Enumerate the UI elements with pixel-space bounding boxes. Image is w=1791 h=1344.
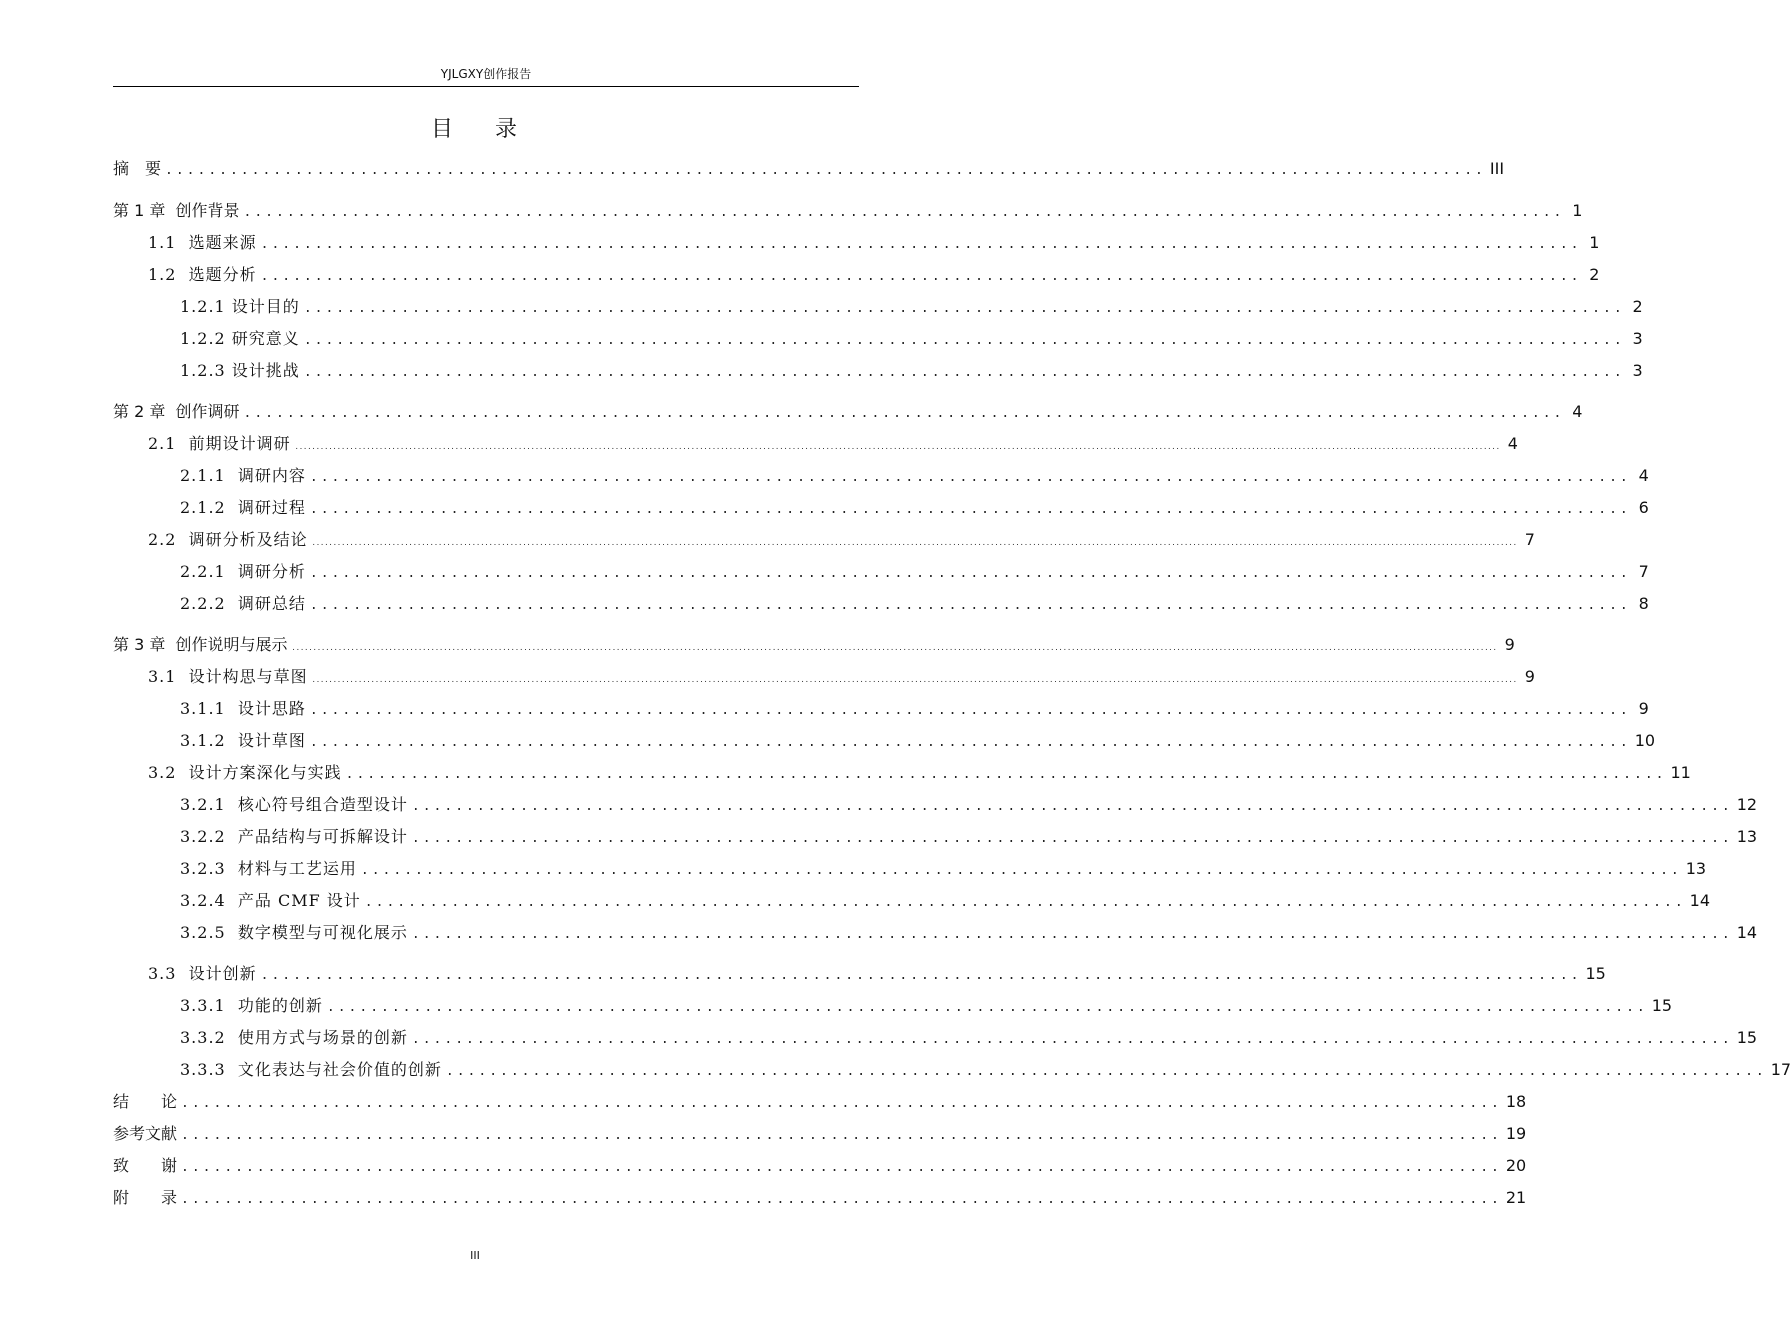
toc-entry-label: 3.2.4 产品 CMF 设计 <box>180 891 361 910</box>
toc-entry-2-1-2[interactable] <box>180 495 1649 521</box>
toc-leader: .......................................................................................................................... <box>243 205 1565 220</box>
toc-leader: .......................................................................................................................... <box>309 735 1631 750</box>
toc-entry-page: 14 <box>1736 923 1758 942</box>
toc-leader: .......................................................................................................................... <box>260 237 1582 252</box>
toc-entry-3-3-1[interactable] <box>180 993 1673 1019</box>
page-number: III <box>470 1249 480 1262</box>
toc-leader: .......................................................................................................................... <box>309 470 1631 485</box>
toc-entry-appendix[interactable] <box>113 1185 1527 1211</box>
toc-entry-label: 3.2.3 材料与工艺运用 <box>180 859 357 878</box>
toc-leader: .......................................................................................................................... <box>303 333 1625 348</box>
toc-entry-page: 4 <box>1638 466 1649 485</box>
toc-leader: .......................................................................................................................... <box>303 301 1625 316</box>
toc-leader: .......................................................................................................................... <box>411 927 1733 942</box>
toc-entry-1-2-2[interactable] <box>180 326 1643 352</box>
toc-entry-3-2-2[interactable] <box>180 824 1758 850</box>
toc-entry-page: 18 <box>1505 1092 1527 1111</box>
toc-entry-page: 10 <box>1634 731 1656 750</box>
toc-entry-page: 2 <box>1589 265 1600 284</box>
toc-entry-abstract[interactable] <box>113 156 1505 182</box>
toc-leader: .......................................................................................................................... <box>309 502 1631 517</box>
toc-entry-3-2[interactable] <box>148 760 1691 786</box>
toc-entry-page: 1 <box>1572 201 1583 220</box>
toc-entry-3-3[interactable] <box>148 961 1606 987</box>
toc-entry-page: 15 <box>1585 964 1606 983</box>
toc-entry-page: III <box>1489 159 1505 178</box>
toc-entry-label: 致 谢 <box>113 1156 178 1175</box>
toc-entry-3-3-2[interactable] <box>180 1025 1758 1051</box>
toc-entry-label: 1.1 选题来源 <box>148 233 257 252</box>
toc-entry-label: 3.3.2 使用方式与场景的创新 <box>180 1028 408 1047</box>
toc-entry-chapter-1[interactable] <box>113 198 1583 224</box>
toc-entry-label: 3.2.2 产品结构与可拆解设计 <box>180 827 408 846</box>
toc-leader: .......................................................................................................................... <box>181 1160 1502 1175</box>
toc-entry-label: 1.2.2 研究意义 <box>180 329 300 348</box>
toc-title-part1: 目 <box>430 117 455 142</box>
toc-entry-label: 2.2.2 调研总结 <box>180 594 306 613</box>
toc-entry-page: 4 <box>1572 402 1583 421</box>
toc-entry-3-2-5[interactable] <box>180 920 1758 946</box>
toc-leader: .......................................................................................................................... <box>309 703 1631 718</box>
toc-entry-page: 17 <box>1770 1060 1791 1079</box>
toc-leader: .......................................................................................................................... <box>303 365 1625 380</box>
toc-entry-chapter-3[interactable] <box>113 632 1515 658</box>
toc-leader: .......................................................................................................................... <box>309 598 1631 613</box>
toc-entry-page: 7 <box>1524 530 1535 549</box>
toc-leader: .......................................................................................................................... <box>243 406 1565 421</box>
toc-entry-chapter-2[interactable] <box>113 399 1583 425</box>
toc-entry-page: 9 <box>1638 699 1649 718</box>
toc-entry-page: 3 <box>1632 329 1643 348</box>
toc-entry-label: 1.2.3 设计挑战 <box>180 361 300 380</box>
toc-entry-references[interactable] <box>113 1121 1527 1147</box>
toc-leader: .......................................................................................................................... <box>326 1000 1648 1015</box>
toc-leader: .......................................................................................................................... <box>181 1096 1502 1111</box>
toc-entry-page: 9 <box>1524 667 1535 686</box>
toc-entry-3-2-4[interactable] <box>180 888 1711 914</box>
toc-title-part2: 录 <box>495 117 520 142</box>
toc-entry-page: 4 <box>1507 434 1518 453</box>
page-header: YJLGXY创作报告 <box>440 67 532 81</box>
toc-entry-page: 14 <box>1689 891 1711 910</box>
toc-entry-label: 3.3 设计创新 <box>148 964 257 983</box>
toc-entry-2-2-1[interactable] <box>180 559 1649 585</box>
toc-entry-page: 11 <box>1670 763 1691 782</box>
toc-entry-label: 第 2 章 创作调研 <box>113 402 240 421</box>
toc-entry-2-2[interactable] <box>148 527 1535 553</box>
toc-leader: .......................................................................................................................... <box>411 799 1733 814</box>
toc-entry-page: 15 <box>1736 1028 1758 1047</box>
toc-entry-label: 结 论 <box>113 1092 178 1111</box>
toc-entry-3-3-3[interactable] <box>180 1057 1791 1083</box>
toc-entry-label: 2.1 前期设计调研 <box>148 434 291 453</box>
toc-leader: .......................................................................................................................... <box>411 831 1733 846</box>
toc-entry-acknowledgements[interactable] <box>113 1153 1527 1179</box>
toc-entry-label: 1.2 选题分析 <box>148 265 257 284</box>
toc-entry-page: 7 <box>1638 562 1649 581</box>
toc-leader: .............................................................................................................................................................................................................................................................................................. <box>311 539 1517 547</box>
toc-leader: .......................................................................................................................... <box>360 863 1682 878</box>
toc-entry-page: 13 <box>1685 859 1707 878</box>
toc-entry-1-2-3[interactable] <box>180 358 1643 384</box>
toc-leader: .......................................................................................................................... <box>165 163 1486 178</box>
toc-entry-label: 3.2.1 核心符号组合造型设计 <box>180 795 408 814</box>
toc-entry-page: 8 <box>1638 594 1649 613</box>
toc-entry-label: 第 3 章 创作说明与展示 <box>113 635 288 654</box>
toc-entry-label: 2.1.2 调研过程 <box>180 498 306 517</box>
toc-entry-label: 参考文献 <box>113 1124 178 1143</box>
toc-entry-label: 2.2.1 调研分析 <box>180 562 306 581</box>
toc-entry-label: 附 录 <box>113 1188 178 1207</box>
toc-entry-3-1-2[interactable] <box>180 728 1656 754</box>
toc-leader: .......................................................................................................................... <box>309 566 1631 581</box>
toc-entry-3-2-3[interactable] <box>180 856 1707 882</box>
toc-leader: .......................................................................................................................... <box>345 767 1667 782</box>
toc-entry-2-2-2[interactable] <box>180 591 1649 617</box>
toc-entry-1-2-1[interactable] <box>180 294 1643 320</box>
toc-entry-label: 3.2 设计方案深化与实践 <box>148 763 342 782</box>
toc-leader: .......................................................................................................................... <box>181 1192 1502 1207</box>
toc-entry-page: 13 <box>1736 827 1758 846</box>
toc-entry-1-2[interactable] <box>148 262 1600 288</box>
toc-entry-page: 21 <box>1505 1188 1527 1207</box>
toc-entry-label: 2.2 调研分析及结论 <box>148 530 308 549</box>
toc-entry-page: 9 <box>1504 635 1515 654</box>
toc-entry-conclusion[interactable] <box>113 1089 1527 1115</box>
toc-entry-page: 12 <box>1736 795 1758 814</box>
toc-leader: .......................................................................................................................... <box>411 1032 1733 1047</box>
toc-entry-label: 3.1 设计构思与草图 <box>148 667 308 686</box>
toc-entry-label: 摘 要 <box>113 159 162 178</box>
toc-entry-label: 3.2.5 数字模型与可视化展示 <box>180 923 408 942</box>
toc-entry-page: 20 <box>1505 1156 1527 1175</box>
toc-entry-3-1[interactable] <box>148 664 1535 690</box>
toc-leader: .............................................................................................................................................................................................................................................................................................. <box>294 443 1500 451</box>
toc-entry-label: 3.1.2 设计草图 <box>180 731 306 750</box>
header-rule <box>113 86 859 87</box>
toc-entry-label: 第 1 章 创作背景 <box>113 201 240 220</box>
toc-entry-3-1-1[interactable] <box>180 696 1649 722</box>
toc-entry-page: 19 <box>1505 1124 1527 1143</box>
toc-leader: .............................................................................................................................................................................................................................................................................................. <box>291 644 1497 652</box>
toc-entry-page: 2 <box>1632 297 1643 316</box>
toc-entry-label: 3.3.3 文化表达与社会价值的创新 <box>180 1060 442 1079</box>
toc-entry-label: 3.3.1 功能的创新 <box>180 996 323 1015</box>
toc-entry-1-1[interactable] <box>148 230 1600 256</box>
toc-leader: .......................................................................................................................... <box>445 1064 1767 1079</box>
toc-leader: .......................................................................................................................... <box>364 895 1686 910</box>
toc-leader: .......................................................................................................................... <box>260 269 1582 284</box>
toc-entry-page: 3 <box>1632 361 1643 380</box>
toc-entry-label: 1.2.1 设计目的 <box>180 297 300 316</box>
toc-entry-label: 3.1.1 设计思路 <box>180 699 306 718</box>
toc-entry-label: 2.1.1 调研内容 <box>180 466 306 485</box>
toc-entry-page: 6 <box>1638 498 1649 517</box>
toc-entry-page: 15 <box>1651 996 1673 1015</box>
toc-title <box>0 114 950 146</box>
toc-entry-2-1[interactable] <box>148 431 1518 457</box>
toc-leader: .......................................................................................................................... <box>181 1128 1502 1143</box>
toc-entry-3-2-1[interactable] <box>180 792 1758 818</box>
toc-leader: .......................................................................................................................... <box>260 968 1582 983</box>
toc-leader: .............................................................................................................................................................................................................................................................................................. <box>311 676 1517 684</box>
toc-entry-2-1-1[interactable] <box>180 463 1649 489</box>
toc-entry-page: 1 <box>1589 233 1600 252</box>
